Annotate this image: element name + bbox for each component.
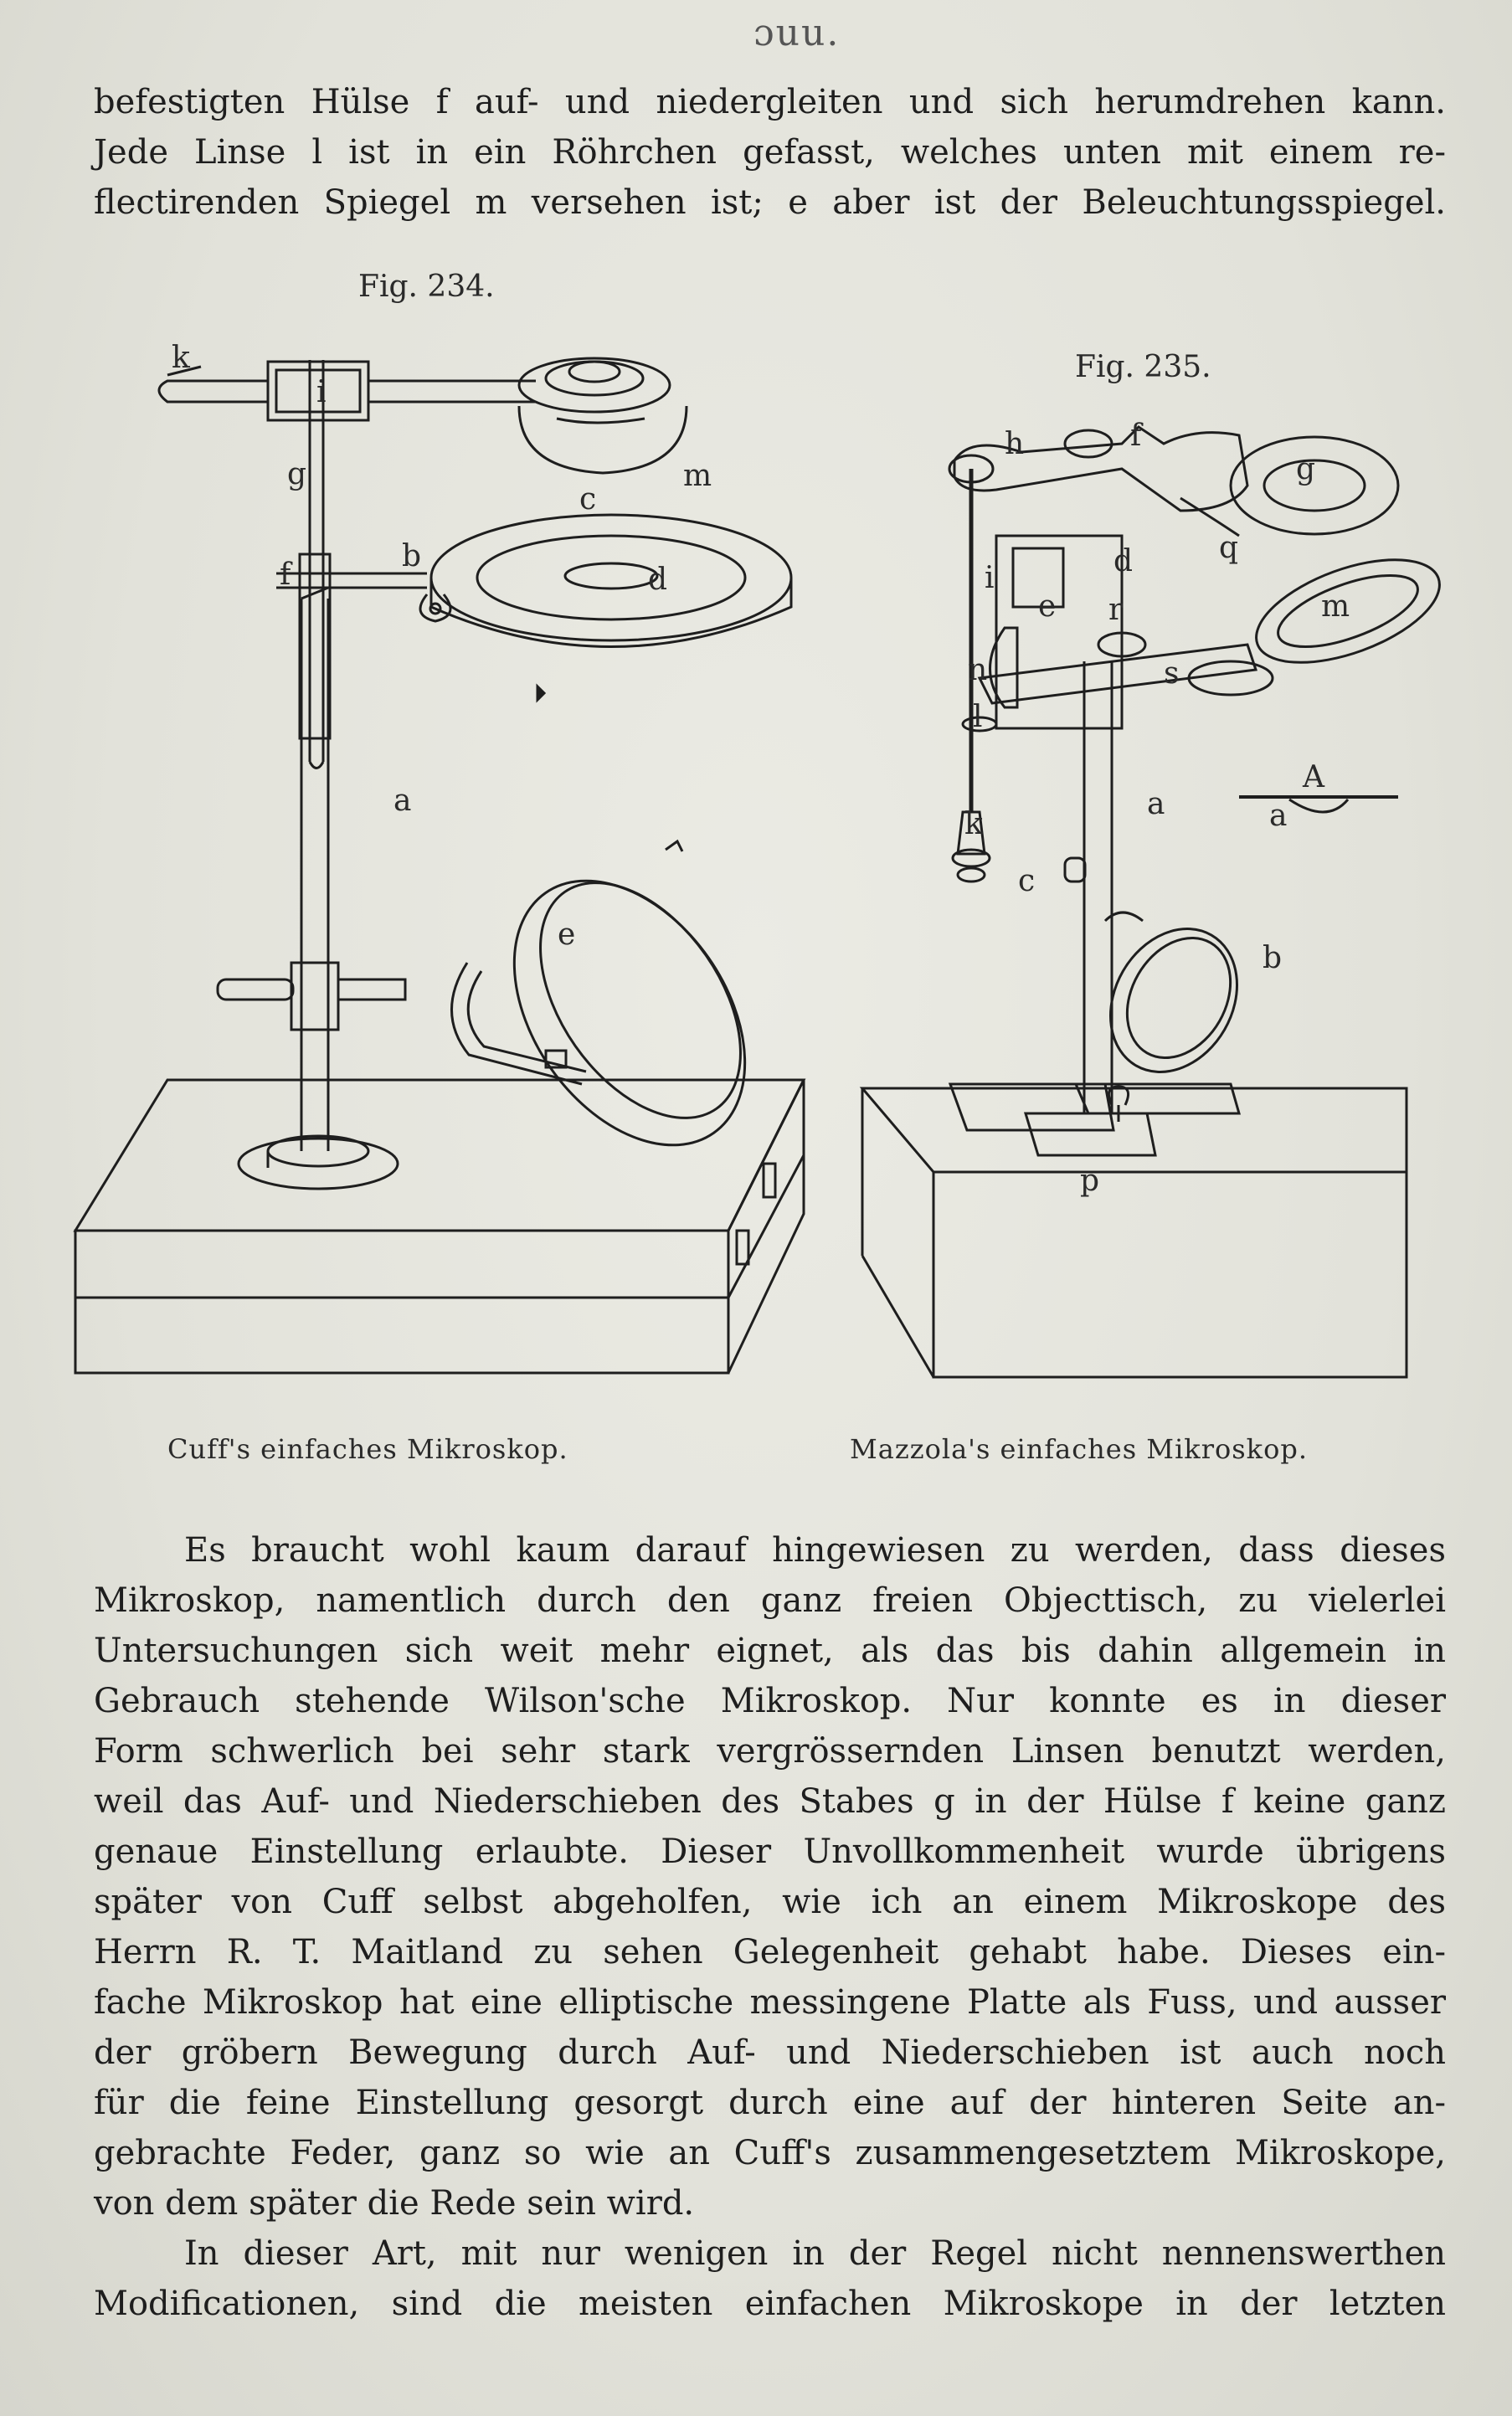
fig-234-part-c: c	[579, 482, 597, 517]
fig-234-caption: Cuff's einfaches Mikroskop.	[167, 1433, 568, 1465]
p2-line-1: In dieser Art, mit nur wenigen in der Regel nicht nennenswerthen	[184, 2234, 1446, 2273]
fig-235-part-a-detail: a	[1269, 799, 1288, 833]
p1-line-11: der gröbern Bewegung durch Auf- und Niederschieben ist auch noch	[94, 2033, 1446, 2072]
fig-235-part-k: k	[964, 807, 983, 841]
fig-235-label: Fig. 235.	[1075, 350, 1211, 384]
intro-line-2: Jede Linse l ist in ein Röhrchen gefasst, welches unten mit einem re-	[94, 133, 1446, 172]
p1-line-6: weil das Auf- und Niederschieben des Stabes g in der Hülse f keine ganz	[94, 1782, 1446, 1821]
fig-235-part-i: i	[985, 561, 995, 595]
fig-234-part-g: g	[287, 457, 307, 491]
intro-line-3: flectirenden Spiegel m versehen ist; e aber ist der Beleuchtungsspiegel.	[94, 183, 1446, 222]
paragraph-2	[94, 2228, 1446, 2329]
fig-235-part-p: p	[1080, 1164, 1100, 1198]
p1-line-8: später von Cuff selbst abgeholfen, wie ich an einem Mikroskope des	[94, 1883, 1446, 1921]
page-number: ɔuu.	[753, 12, 841, 54]
fig-235-part-r: r	[1108, 593, 1124, 627]
fig-234-part-f: f	[280, 558, 291, 592]
p1-line-7: genaue Einstellung erlaubte. Dieser Unvollkommenheit wurde übrigens	[94, 1833, 1446, 1871]
p2-line-2: Modificationen, sind die meisten einfachen Mikroskope in der letzten	[94, 2285, 1446, 2323]
p1-line-1: Es braucht wohl kaum darauf hingewiesen zu werden, dass dieses	[184, 1531, 1446, 1570]
fig-235-part-h: h	[1005, 427, 1025, 461]
fig-235-part-d: d	[1113, 544, 1134, 578]
fig-235-part-a: a	[1147, 787, 1165, 821]
p1-line-2: Mikroskop, namentlich durch den ganz freien Objecttisch, zu vielerlei	[94, 1581, 1446, 1620]
fig-235-part-q: q	[1219, 531, 1239, 565]
p1-line-4: Gebrauch stehende Wilson'sche Mikroskop. Nur konnte es in dieser	[94, 1682, 1446, 1720]
fig-235-part-n: n	[968, 653, 988, 687]
fig-234-part-e: e	[558, 918, 576, 952]
p1-line-10: fache Mikroskop hat eine elliptische messingene Platte als Fuss, und ausser	[94, 1983, 1446, 2022]
p1-line-3: Untersuchungen sich weit mehr eignet, als das bis dahin allgemein in	[94, 1632, 1446, 1670]
fig-234-part-a: a	[393, 784, 412, 818]
paragraph-1	[94, 1525, 1446, 2228]
fig-235-part-b: b	[1263, 941, 1283, 975]
p1-line-9: Herrn R. T. Maitland zu sehen Gelegenheit gehabt habe. Dieses ein-	[94, 1933, 1446, 1971]
fig-234-part-k: k	[172, 341, 190, 375]
fig-235-illustration	[846, 419, 1499, 1381]
p1-line-12: für die feine Einstellung gesorgt durch eine auf der hinteren Seite an-	[94, 2084, 1446, 2122]
fig-234-label: Fig. 234.	[358, 270, 495, 304]
fig-234-part-d: d	[648, 563, 668, 597]
fig-234-part-i: i	[316, 375, 327, 409]
fig-235-part-f: f	[1130, 419, 1142, 453]
fig-235-caption: Mazzola's einfaches Mikroskop.	[850, 1433, 1308, 1465]
fig-235-part-e: e	[1038, 589, 1057, 624]
fig-235-part-s: s	[1164, 656, 1180, 691]
fig-235-part-A: A	[1303, 760, 1324, 794]
fig-235-part-c: c	[1018, 864, 1036, 898]
p1-line-5: Form schwerlich bei sehr stark vergrössernden Linsen benutzt werden,	[94, 1732, 1446, 1771]
p1-line-13: gebrachte Feder, ganz so wie an Cuff's zusammengesetztem Mikroskope,	[94, 2134, 1446, 2172]
fig-235-part-m: m	[1321, 589, 1350, 624]
intro-text	[94, 77, 1446, 228]
fig-235-part-l: l	[973, 700, 983, 734]
p1-line-14: von dem später die Rede sein wird.	[94, 2184, 695, 2223]
fig-234-part-b: b	[402, 539, 422, 573]
fig-234-part-m: m	[683, 459, 712, 493]
intro-line-1: befestigten Hülse f auf- und niedergleiten und sich herumdrehen kann.	[94, 83, 1446, 121]
fig-235-part-g: g	[1296, 452, 1316, 486]
